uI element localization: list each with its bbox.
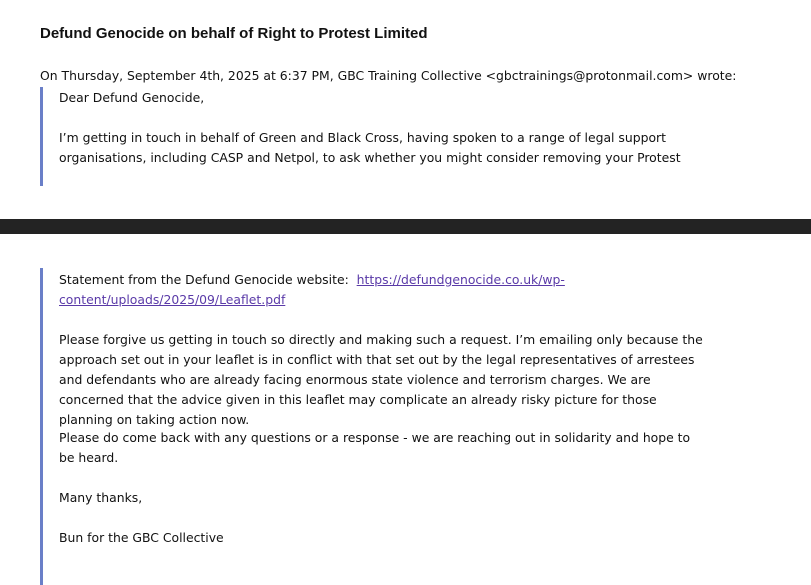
apology-paragraph xyxy=(59,330,709,430)
quote-greeting xyxy=(59,88,779,108)
signoff-line xyxy=(59,528,779,548)
statement-label: Statement from the Defund Genocide website: xyxy=(59,272,349,287)
greeting-text: Dear Defund Genocide, xyxy=(59,90,205,105)
paragraph-text: I’m getting in touch in behalf of Green and Black Cross, having spoken to a range of legal support organisations, including CASP and Netpol, to ask whether you might consider removing your Protest xyxy=(59,130,681,165)
quote-bar xyxy=(40,268,43,585)
quote-paragraph xyxy=(59,128,699,168)
signoff-text: Bun for the GBC Collective xyxy=(59,530,224,545)
response-paragraph xyxy=(59,428,699,468)
apology-text: Please forgive us getting in touch so directly and making such a request. I’m emailing only because the approach set out in your leaflet is in conflict with that set out by the legal representatives of arrestees and defendants who are already facing enormous state violence and terrorism charges. We are concerned that the advice given in this leaflet may complicate an already risky picture for those planning on taking action now. xyxy=(59,332,703,427)
closing-line xyxy=(59,488,779,508)
email-screenshot-top xyxy=(0,0,811,219)
screenshot-divider xyxy=(0,219,811,234)
statement-paragraph xyxy=(59,270,779,310)
closing-text: Many thanks, xyxy=(59,490,143,505)
email-subject: Defund Genocide on behalf of Right to Protest Limited xyxy=(40,25,428,42)
response-text: Please do come back with any questions or a response - we are reaching out in solidarity and hope to be heard. xyxy=(59,430,691,465)
quote-bar xyxy=(40,87,43,186)
leaflet-link[interactable]: https://defundgenocide.co.uk/wp-content/uploads/2025/09/Leaflet.pdf xyxy=(59,272,565,307)
reply-header: On Thursday, September 4th, 2025 at 6:37 PM, GBC Training Collective <gbctrainings@protonmail.com> wrote: xyxy=(40,68,737,83)
